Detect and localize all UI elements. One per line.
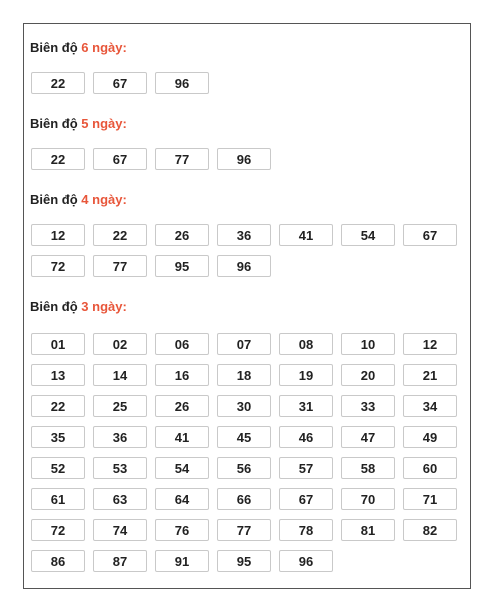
number-box: 58 bbox=[341, 457, 395, 479]
number-box: 70 bbox=[341, 488, 395, 510]
number-box: 91 bbox=[155, 550, 209, 572]
number-box: 67 bbox=[93, 148, 147, 170]
number-box: 22 bbox=[31, 72, 85, 94]
number-box: 36 bbox=[217, 224, 271, 246]
number-box: 20 bbox=[341, 364, 395, 386]
number-box: 26 bbox=[155, 395, 209, 417]
number-box: 41 bbox=[279, 224, 333, 246]
number-box: 96 bbox=[217, 255, 271, 277]
number-box: 66 bbox=[217, 488, 271, 510]
number-box: 56 bbox=[217, 457, 271, 479]
number-box: 22 bbox=[93, 224, 147, 246]
section-title-3-days: Biên độ 3 ngày: bbox=[30, 299, 127, 314]
number-box: 30 bbox=[217, 395, 271, 417]
number-box: 67 bbox=[403, 224, 457, 246]
number-box: 77 bbox=[93, 255, 147, 277]
number-box: 16 bbox=[155, 364, 209, 386]
number-box: 02 bbox=[93, 333, 147, 355]
number-box: 96 bbox=[155, 72, 209, 94]
number-box: 49 bbox=[403, 426, 457, 448]
number-box: 31 bbox=[279, 395, 333, 417]
number-box: 87 bbox=[93, 550, 147, 572]
number-box: 22 bbox=[31, 148, 85, 170]
number-box: 67 bbox=[279, 488, 333, 510]
number-box: 96 bbox=[217, 148, 271, 170]
number-box: 86 bbox=[31, 550, 85, 572]
number-box: 72 bbox=[31, 519, 85, 541]
number-box: 25 bbox=[93, 395, 147, 417]
number-box: 77 bbox=[217, 519, 271, 541]
number-box: 12 bbox=[31, 224, 85, 246]
number-box: 01 bbox=[31, 333, 85, 355]
number-box: 13 bbox=[31, 364, 85, 386]
number-box: 47 bbox=[341, 426, 395, 448]
number-box: 12 bbox=[403, 333, 457, 355]
number-box: 72 bbox=[31, 255, 85, 277]
number-box: 35 bbox=[31, 426, 85, 448]
number-box: 14 bbox=[93, 364, 147, 386]
number-box: 06 bbox=[155, 333, 209, 355]
number-box: 45 bbox=[217, 426, 271, 448]
number-box: 18 bbox=[217, 364, 271, 386]
amplitude-panel bbox=[23, 23, 471, 589]
number-box: 19 bbox=[279, 364, 333, 386]
number-box: 76 bbox=[155, 519, 209, 541]
number-box: 53 bbox=[93, 457, 147, 479]
number-box: 95 bbox=[217, 550, 271, 572]
section-title-5-days: Biên độ 5 ngày: bbox=[30, 116, 127, 131]
number-box: 63 bbox=[93, 488, 147, 510]
number-box: 22 bbox=[31, 395, 85, 417]
number-box: 71 bbox=[403, 488, 457, 510]
number-box: 77 bbox=[155, 148, 209, 170]
number-box: 54 bbox=[155, 457, 209, 479]
number-box: 64 bbox=[155, 488, 209, 510]
number-box: 67 bbox=[93, 72, 147, 94]
number-box: 10 bbox=[341, 333, 395, 355]
number-box: 95 bbox=[155, 255, 209, 277]
number-box: 54 bbox=[341, 224, 395, 246]
number-box: 60 bbox=[403, 457, 457, 479]
number-box: 33 bbox=[341, 395, 395, 417]
section-title-6-days: Biên độ 6 ngày: bbox=[30, 40, 127, 55]
number-box: 78 bbox=[279, 519, 333, 541]
number-box: 61 bbox=[31, 488, 85, 510]
number-box: 07 bbox=[217, 333, 271, 355]
number-box: 08 bbox=[279, 333, 333, 355]
number-box: 81 bbox=[341, 519, 395, 541]
number-box: 52 bbox=[31, 457, 85, 479]
number-box: 74 bbox=[93, 519, 147, 541]
number-box: 96 bbox=[279, 550, 333, 572]
number-box: 36 bbox=[93, 426, 147, 448]
number-box: 26 bbox=[155, 224, 209, 246]
number-box: 46 bbox=[279, 426, 333, 448]
number-box: 21 bbox=[403, 364, 457, 386]
section-title-4-days: Biên độ 4 ngày: bbox=[30, 192, 127, 207]
number-box: 57 bbox=[279, 457, 333, 479]
number-box: 82 bbox=[403, 519, 457, 541]
number-box: 41 bbox=[155, 426, 209, 448]
number-box: 34 bbox=[403, 395, 457, 417]
